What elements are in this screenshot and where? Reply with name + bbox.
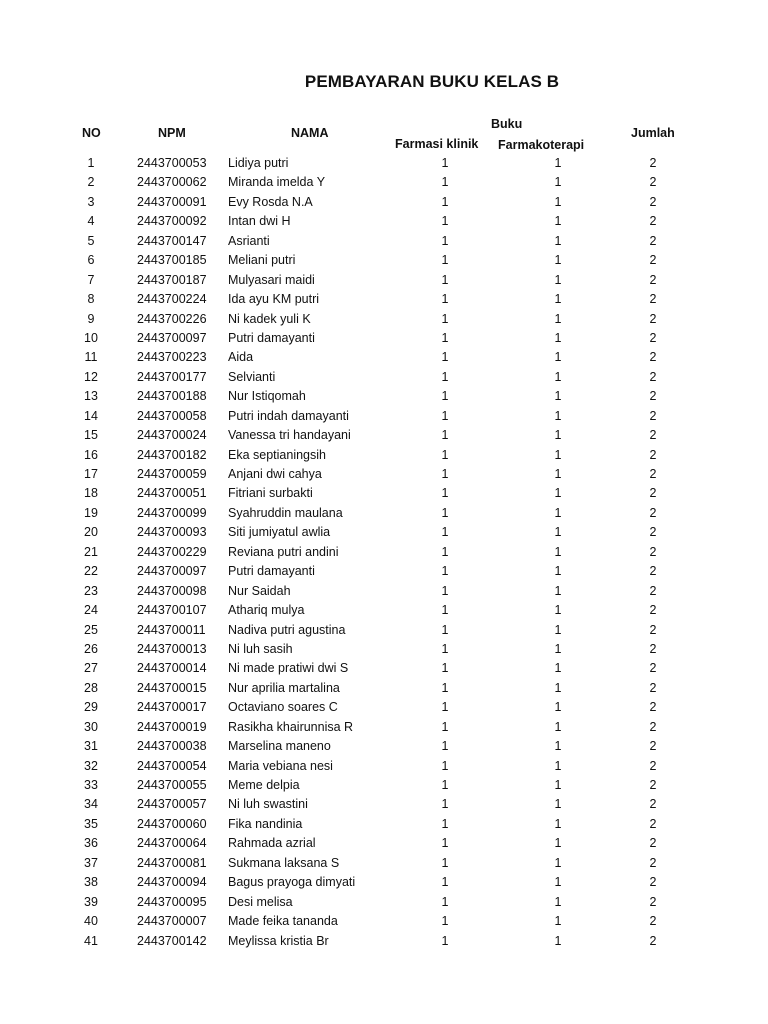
cell-farmasi-klinik: 1 — [441, 622, 449, 637]
cell-farmakoterapi: 1 — [554, 778, 562, 792]
cell-farmasi-klinik: 1 — [441, 330, 449, 345]
cell-farmasi-klinik: 1 — [441, 816, 449, 831]
cell-jumlah: 2 — [649, 311, 657, 326]
table-row — [0, 912, 768, 931]
cell-nama: Octaviano soares C — [228, 700, 338, 715]
cell-npm: 2443700099 — [137, 505, 207, 520]
cell-npm: 2443700094 — [137, 875, 207, 890]
cell-npm: 2443700014 — [137, 661, 207, 676]
cell-no: 6 — [87, 253, 95, 268]
table-row — [0, 387, 768, 406]
table-row — [0, 290, 768, 309]
table-row — [0, 834, 768, 853]
cell-farmasi-klinik: 1 — [441, 544, 449, 559]
cell-farmakoterapi: 1 — [554, 914, 562, 929]
cell-farmasi-klinik: 1 — [441, 933, 449, 948]
cell-npm: 2443700185 — [137, 253, 207, 268]
cell-jumlah: 2 — [649, 544, 657, 559]
cell-farmakoterapi: 1 — [554, 408, 562, 423]
cell-jumlah: 2 — [649, 778, 657, 792]
cell-no: 7 — [87, 272, 95, 287]
table-row — [0, 757, 768, 776]
cell-farmasi-klinik: 1 — [441, 894, 449, 909]
cell-farmasi-klinik: 1 — [441, 583, 449, 598]
cell-jumlah: 2 — [649, 156, 657, 170]
cell-farmasi-klinik: 1 — [441, 855, 449, 870]
cell-nama: Fitriani surbakti — [228, 486, 313, 501]
cell-jumlah: 2 — [649, 214, 657, 229]
cell-farmakoterapi: 1 — [554, 758, 562, 773]
cell-jumlah: 2 — [649, 855, 657, 870]
cell-npm: 2443700057 — [137, 797, 207, 812]
cell-no: 41 — [84, 933, 98, 948]
cell-farmakoterapi: 1 — [554, 525, 562, 540]
cell-npm: 2443700058 — [137, 408, 207, 423]
cell-farmasi-klinik: 1 — [441, 272, 449, 287]
table-row — [0, 173, 768, 192]
cell-nama: Ni luh swastini — [228, 797, 308, 812]
table-row — [0, 562, 768, 581]
table-row — [0, 407, 768, 426]
table-row — [0, 543, 768, 562]
cell-nama: Bagus prayoga dimyati — [228, 875, 356, 890]
cell-jumlah: 2 — [649, 389, 657, 404]
cell-farmakoterapi: 1 — [554, 641, 562, 656]
cell-nama: Meylissa kristia Br — [228, 933, 329, 948]
cell-npm: 2443700223 — [137, 350, 207, 365]
cell-no: 11 — [84, 350, 98, 365]
cell-npm: 2443700177 — [137, 369, 207, 384]
cell-farmasi-klinik: 1 — [441, 758, 449, 773]
cell-nama: Sukmana laksana S — [228, 855, 340, 870]
cell-nama: Meme delpia — [228, 778, 300, 792]
cell-farmakoterapi: 1 — [554, 797, 562, 812]
table-row — [0, 854, 768, 873]
cell-jumlah: 2 — [649, 428, 657, 443]
table-row — [0, 232, 768, 251]
cell-jumlah: 2 — [649, 758, 657, 773]
payment-table-body — [0, 154, 768, 951]
cell-nama: Vanessa tri handayani — [228, 428, 351, 443]
cell-jumlah: 2 — [649, 350, 657, 365]
cell-no: 21 — [84, 544, 98, 559]
cell-jumlah: 2 — [649, 641, 657, 656]
cell-jumlah: 2 — [649, 894, 657, 909]
table-row — [0, 368, 768, 387]
cell-nama: Aida — [228, 350, 254, 365]
cell-farmasi-klinik: 1 — [441, 292, 449, 307]
cell-nama: Nur aprilia martalina — [228, 680, 340, 695]
cell-npm: 2443700187 — [137, 272, 207, 287]
cell-nama: Desi melisa — [228, 894, 293, 909]
cell-nama: Ni kadek yuli K — [228, 311, 311, 326]
cell-farmasi-klinik: 1 — [441, 564, 449, 579]
cell-jumlah: 2 — [649, 467, 657, 481]
cell-farmakoterapi: 1 — [554, 330, 562, 345]
cell-npm: 2443700142 — [137, 933, 207, 948]
header-farmasi-klinik: Farmasi klinik — [395, 137, 479, 151]
table-row — [0, 698, 768, 717]
cell-no: 27 — [84, 661, 98, 676]
cell-farmasi-klinik: 1 — [441, 525, 449, 540]
cell-farmakoterapi: 1 — [554, 292, 562, 307]
cell-jumlah: 2 — [649, 875, 657, 890]
cell-no: 15 — [84, 428, 98, 443]
header-npm: NPM — [158, 126, 186, 140]
cell-no: 20 — [84, 525, 98, 540]
cell-jumlah: 2 — [649, 272, 657, 287]
cell-farmakoterapi: 1 — [554, 622, 562, 637]
table-row — [0, 582, 768, 601]
table-row — [0, 426, 768, 445]
cell-farmasi-klinik: 1 — [441, 641, 449, 656]
cell-farmakoterapi: 1 — [554, 233, 562, 248]
cell-no: 32 — [84, 758, 98, 773]
cell-no: 23 — [84, 583, 98, 598]
cell-farmakoterapi: 1 — [554, 855, 562, 870]
cell-farmakoterapi: 1 — [554, 505, 562, 520]
cell-npm: 2443700054 — [137, 758, 207, 773]
cell-farmasi-klinik: 1 — [441, 486, 449, 501]
cell-no: 25 — [84, 622, 98, 637]
cell-no: 19 — [84, 505, 98, 520]
cell-farmakoterapi: 1 — [554, 156, 562, 170]
cell-farmakoterapi: 1 — [554, 544, 562, 559]
cell-farmakoterapi: 1 — [554, 933, 562, 948]
cell-jumlah: 2 — [649, 175, 657, 190]
cell-farmakoterapi: 1 — [554, 603, 562, 618]
cell-farmasi-klinik: 1 — [441, 447, 449, 462]
cell-nama: Meliani putri — [228, 253, 296, 268]
cell-farmasi-klinik: 1 — [441, 233, 449, 248]
table-row — [0, 737, 768, 756]
cell-npm: 2443700051 — [137, 486, 207, 501]
cell-farmasi-klinik: 1 — [441, 194, 449, 209]
cell-npm: 2443700024 — [137, 428, 207, 443]
cell-farmakoterapi: 1 — [554, 816, 562, 831]
cell-jumlah: 2 — [649, 739, 657, 754]
cell-npm: 2443700093 — [137, 525, 207, 540]
cell-npm: 2443700081 — [137, 855, 207, 870]
cell-no: 24 — [84, 603, 98, 618]
table-row — [0, 465, 768, 484]
cell-npm: 2443700095 — [137, 894, 207, 909]
cell-nama: Evy Rosda N.A — [228, 194, 313, 209]
cell-farmakoterapi: 1 — [554, 447, 562, 462]
cell-farmasi-klinik: 1 — [441, 369, 449, 384]
cell-jumlah: 2 — [649, 408, 657, 423]
cell-no: 12 — [84, 369, 98, 384]
cell-farmasi-klinik: 1 — [441, 719, 449, 734]
table-row — [0, 329, 768, 348]
cell-farmakoterapi: 1 — [554, 661, 562, 676]
cell-npm: 2443700053 — [137, 156, 207, 170]
cell-nama: Rasikha khairunnisa R — [228, 719, 354, 734]
page-title: PEMBAYARAN BUKU KELAS B — [304, 72, 560, 91]
cell-no: 40 — [84, 914, 98, 929]
cell-npm: 2443700013 — [137, 641, 207, 656]
cell-jumlah: 2 — [649, 914, 657, 929]
header-buku: Buku — [491, 117, 523, 131]
cell-npm: 2443700188 — [137, 389, 207, 404]
cell-npm: 2443700091 — [137, 194, 207, 209]
cell-no: 34 — [84, 797, 98, 812]
table-row — [0, 504, 768, 523]
cell-npm: 2443700038 — [137, 739, 207, 754]
cell-nama: Syahruddin maulana — [228, 505, 343, 520]
cell-farmasi-klinik: 1 — [441, 778, 449, 792]
cell-jumlah: 2 — [649, 622, 657, 637]
cell-nama: Made feika tananda — [228, 914, 338, 929]
cell-farmasi-klinik: 1 — [441, 467, 449, 481]
cell-no: 10 — [84, 330, 98, 345]
cell-no: 33 — [84, 778, 98, 792]
table-row — [0, 873, 768, 892]
cell-npm: 2443700007 — [137, 914, 207, 929]
table-row — [0, 348, 768, 367]
cell-farmasi-klinik: 1 — [441, 700, 449, 715]
cell-farmasi-klinik: 1 — [441, 680, 449, 695]
table-row — [0, 679, 768, 698]
table-row — [0, 271, 768, 290]
table-row — [0, 659, 768, 678]
cell-no: 18 — [84, 486, 98, 501]
cell-farmasi-klinik: 1 — [441, 875, 449, 890]
table-row — [0, 621, 768, 640]
cell-nama: Asrianti — [228, 233, 270, 248]
cell-npm: 2443700062 — [137, 175, 207, 190]
cell-no: 13 — [84, 389, 98, 404]
cell-farmakoterapi: 1 — [554, 272, 562, 287]
cell-jumlah: 2 — [649, 836, 657, 851]
cell-npm: 2443700011 — [137, 622, 206, 637]
cell-nama: Marselina maneno — [228, 739, 331, 754]
cell-no: 31 — [84, 739, 98, 754]
cell-farmakoterapi: 1 — [554, 700, 562, 715]
cell-no: 39 — [84, 894, 98, 909]
cell-jumlah: 2 — [649, 719, 657, 734]
cell-npm: 2443700226 — [137, 311, 207, 326]
cell-farmasi-klinik: 1 — [441, 311, 449, 326]
cell-farmasi-klinik: 1 — [441, 214, 449, 229]
cell-farmakoterapi: 1 — [554, 350, 562, 365]
cell-farmasi-klinik: 1 — [441, 175, 449, 190]
cell-farmakoterapi: 1 — [554, 428, 562, 443]
header-nama: NAMA — [291, 126, 329, 140]
cell-no: 35 — [84, 816, 98, 831]
table-row — [0, 601, 768, 620]
cell-npm: 2443700015 — [137, 680, 207, 695]
cell-nama: Eka septianingsih — [228, 447, 326, 462]
cell-farmakoterapi: 1 — [554, 175, 562, 190]
cell-jumlah: 2 — [649, 700, 657, 715]
cell-nama: Putri damayanti — [228, 564, 315, 579]
cell-farmakoterapi: 1 — [554, 894, 562, 909]
cell-jumlah: 2 — [649, 292, 657, 307]
table-row — [0, 795, 768, 814]
table-row — [0, 193, 768, 212]
cell-jumlah: 2 — [649, 194, 657, 209]
cell-jumlah: 2 — [649, 233, 657, 248]
header-farmakoterapi: Farmakoterapi — [498, 138, 585, 152]
cell-no: 8 — [87, 292, 95, 307]
cell-no: 2 — [87, 175, 95, 190]
cell-farmakoterapi: 1 — [554, 389, 562, 404]
cell-farmakoterapi: 1 — [554, 194, 562, 209]
cell-jumlah: 2 — [649, 603, 657, 618]
cell-farmasi-klinik: 1 — [441, 253, 449, 268]
table-row — [0, 310, 768, 329]
cell-no: 4 — [87, 214, 95, 229]
cell-jumlah: 2 — [649, 330, 657, 345]
table-row — [0, 154, 768, 173]
cell-no: 9 — [87, 311, 95, 326]
cell-jumlah: 2 — [649, 253, 657, 268]
cell-nama: Reviana putri andini — [228, 544, 339, 559]
cell-no: 14 — [84, 408, 98, 423]
table-row — [0, 523, 768, 542]
cell-no: 3 — [87, 194, 95, 209]
table-row — [0, 446, 768, 465]
cell-no: 38 — [84, 875, 98, 890]
cell-nama: Ida ayu KM putri — [228, 292, 320, 307]
cell-no: 5 — [87, 233, 95, 248]
cell-nama: Siti jumiyatul awlia — [228, 525, 331, 540]
cell-nama: Anjani dwi cahya — [228, 467, 322, 481]
cell-no: 16 — [84, 447, 98, 462]
cell-nama: Miranda imelda Y — [228, 175, 326, 190]
cell-farmakoterapi: 1 — [554, 214, 562, 229]
cell-farmakoterapi: 1 — [554, 564, 562, 579]
cell-farmakoterapi: 1 — [554, 253, 562, 268]
cell-jumlah: 2 — [649, 369, 657, 384]
cell-farmakoterapi: 1 — [554, 311, 562, 326]
cell-no: 28 — [84, 680, 98, 695]
cell-nama: Ni made pratiwi dwi S — [228, 661, 349, 676]
cell-no: 26 — [84, 641, 98, 656]
cell-no: 30 — [84, 719, 98, 734]
cell-nama: Nur Saidah — [228, 583, 291, 598]
cell-nama: Rahmada azrial — [228, 836, 316, 851]
cell-nama: Athariq mulya — [228, 603, 305, 618]
cell-npm: 2443700059 — [137, 467, 207, 481]
cell-farmasi-klinik: 1 — [441, 836, 449, 851]
cell-no: 1 — [87, 156, 95, 170]
header-jumlah: Jumlah — [631, 126, 675, 140]
cell-npm: 2443700224 — [137, 292, 207, 307]
cell-jumlah: 2 — [649, 583, 657, 598]
cell-npm: 2443700229 — [137, 544, 207, 559]
cell-jumlah: 2 — [649, 505, 657, 520]
cell-nama: Putri damayanti — [228, 330, 315, 345]
cell-npm: 2443700147 — [137, 233, 207, 248]
table-row — [0, 251, 768, 270]
cell-nama: Mulyasari maidi — [228, 272, 315, 287]
cell-jumlah: 2 — [649, 933, 657, 948]
cell-npm: 2443700019 — [137, 719, 207, 734]
cell-farmasi-klinik: 1 — [441, 739, 449, 754]
cell-nama: Putri indah damayanti — [228, 408, 349, 423]
cell-jumlah: 2 — [649, 661, 657, 676]
table-row — [0, 893, 768, 912]
cell-no: 36 — [84, 836, 98, 851]
cell-farmakoterapi: 1 — [554, 739, 562, 754]
cell-nama: Selvianti — [228, 369, 276, 384]
cell-farmasi-klinik: 1 — [441, 914, 449, 929]
table-row — [0, 212, 768, 231]
cell-farmasi-klinik: 1 — [441, 661, 449, 676]
cell-farmakoterapi: 1 — [554, 719, 562, 734]
cell-nama: Nadiva putri agustina — [228, 622, 346, 637]
cell-npm: 2443700097 — [137, 564, 207, 579]
table-row — [0, 932, 768, 951]
cell-nama: Ni luh sasih — [228, 641, 293, 656]
cell-npm: 2443700060 — [137, 816, 207, 831]
cell-no: 22 — [84, 564, 98, 579]
cell-jumlah: 2 — [649, 797, 657, 812]
table-row — [0, 776, 768, 795]
cell-farmasi-klinik: 1 — [441, 505, 449, 520]
cell-farmasi-klinik: 1 — [441, 156, 449, 170]
cell-no: 29 — [84, 700, 98, 715]
cell-nama: Fika nandinia — [228, 816, 303, 831]
cell-farmakoterapi: 1 — [554, 467, 562, 481]
cell-farmakoterapi: 1 — [554, 369, 562, 384]
cell-nama: Intan dwi H — [228, 214, 291, 229]
cell-nama: Nur Istiqomah — [228, 389, 306, 404]
cell-no: 37 — [84, 855, 98, 870]
cell-farmasi-klinik: 1 — [441, 389, 449, 404]
cell-jumlah: 2 — [649, 525, 657, 540]
table-row — [0, 718, 768, 737]
table-row — [0, 484, 768, 503]
cell-npm: 2443700064 — [137, 836, 207, 851]
cell-jumlah: 2 — [649, 680, 657, 695]
table-row — [0, 815, 768, 834]
cell-npm: 2443700092 — [137, 214, 207, 229]
cell-jumlah: 2 — [649, 486, 657, 501]
cell-no: 17 — [84, 467, 98, 481]
cell-jumlah: 2 — [649, 816, 657, 831]
cell-npm: 2443700107 — [137, 603, 207, 618]
cell-npm: 2443700097 — [137, 330, 207, 345]
cell-farmakoterapi: 1 — [554, 875, 562, 890]
cell-jumlah: 2 — [649, 564, 657, 579]
cell-farmakoterapi: 1 — [554, 486, 562, 501]
cell-farmasi-klinik: 1 — [441, 797, 449, 812]
cell-npm: 2443700017 — [137, 700, 207, 715]
cell-nama: Lidiya putri — [228, 156, 289, 170]
cell-farmakoterapi: 1 — [554, 836, 562, 851]
cell-npm: 2443700055 — [137, 778, 207, 792]
cell-farmasi-klinik: 1 — [441, 408, 449, 423]
cell-farmasi-klinik: 1 — [441, 350, 449, 365]
table-row — [0, 640, 768, 659]
cell-farmasi-klinik: 1 — [441, 603, 449, 618]
cell-farmasi-klinik: 1 — [441, 428, 449, 443]
cell-farmakoterapi: 1 — [554, 680, 562, 695]
cell-jumlah: 2 — [649, 447, 657, 462]
cell-npm: 2443700098 — [137, 583, 207, 598]
header-no: NO — [82, 126, 101, 140]
cell-npm: 2443700182 — [137, 447, 207, 462]
cell-farmakoterapi: 1 — [554, 583, 562, 598]
cell-nama: Maria vebiana nesi — [228, 758, 333, 773]
